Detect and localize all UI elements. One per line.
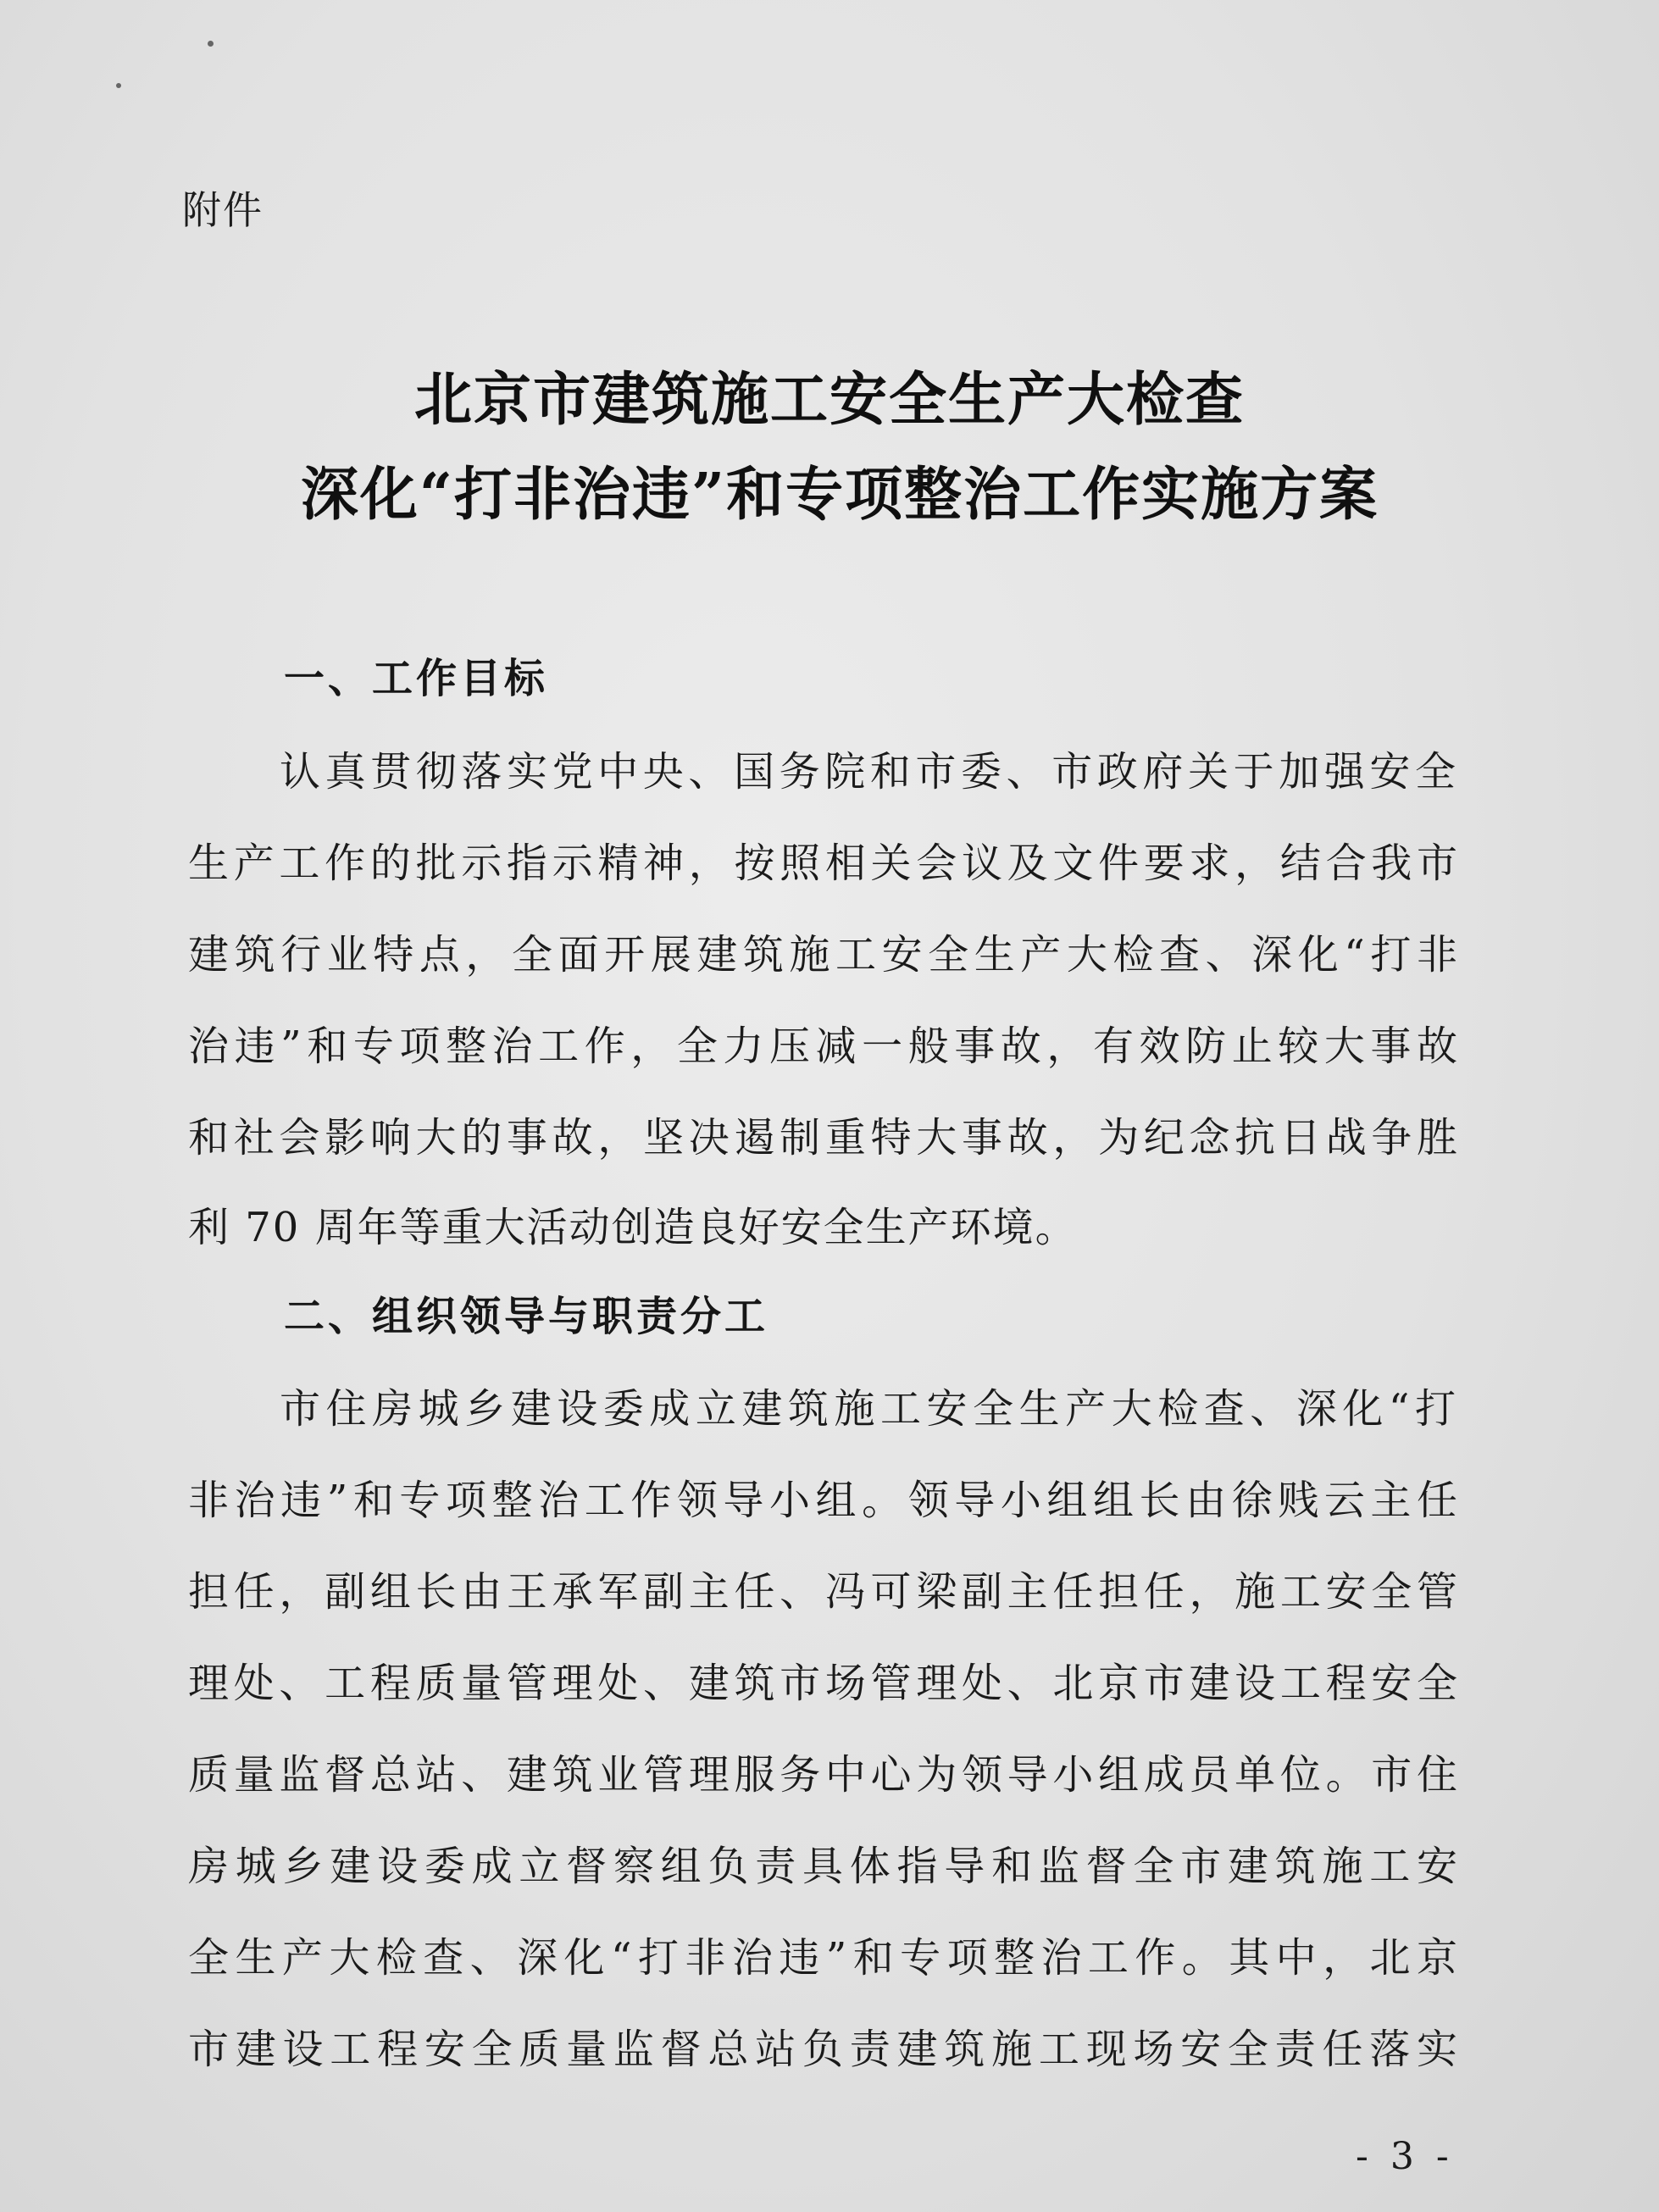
body-text-line: 建筑行业特点，全面开展建筑施工安全生产大检查、深化“打非 [188,931,1459,978]
body-text-line: 市住房城乡建设委成立建筑施工安全生产大检查、深化“打 [280,1385,1457,1433]
body-text-line: 生产工作的批示指示精神，按照相关会议及文件要求，结合我市 [188,840,1459,887]
body-text-line: 房城乡建设委成立督察组负责具体指导和监督全市建筑施工安 [188,1843,1459,1890]
document-title-line-1: 北京市建筑施工安全生产大检查 [413,366,1245,434]
body-text-line: 全生产大检查、深化“打非治违”和专项整治工作。其中，北京 [188,1934,1459,1982]
body-text-line: 质量监督总站、建筑业管理服务中心为领导小组成员单位。市住 [188,1751,1459,1799]
document-title-line-2: 深化“打非治违”和专项整治工作实施方案 [300,461,1379,529]
body-text-line: 理处、工程质量管理处、建筑市场管理处、北京市建设工程安全 [188,1660,1459,1707]
body-text-line: 利 70 周年等重大活动创造良好安全生产环境。 [188,1204,1078,1251]
page-number: - 3 - [1356,2135,1454,2178]
body-text-line: 和社会影响大的事故，坚决遏制重特大事故，为纪念抗日战争胜 [188,1114,1459,1161]
section-heading-organization: 二、组织领导与职责分工 [284,1293,769,1340]
section-heading-goals: 一、工作目标 [284,655,549,702]
attachment-label: 附件 [182,187,264,233]
body-text-line: 担任，副组长由王承军副主任、冯可梁副主任担任，施工安全管 [188,1568,1459,1616]
body-text-line: 市建设工程安全质量监督总站负责建筑施工现场安全责任落实 [188,2026,1459,2073]
body-text-line: 非治违”和专项整治工作领导小组。领导小组组长由徐贱云主任 [188,1477,1459,1524]
paper-speck [208,41,214,47]
body-text-line: 治违”和专项整治工作，全力压减一般事故，有效防止较大事故 [188,1023,1459,1070]
paper-speck [116,83,121,88]
body-text-line: 认真贯彻落实党中央、国务院和市委、市政府关于加强安全 [280,748,1457,796]
